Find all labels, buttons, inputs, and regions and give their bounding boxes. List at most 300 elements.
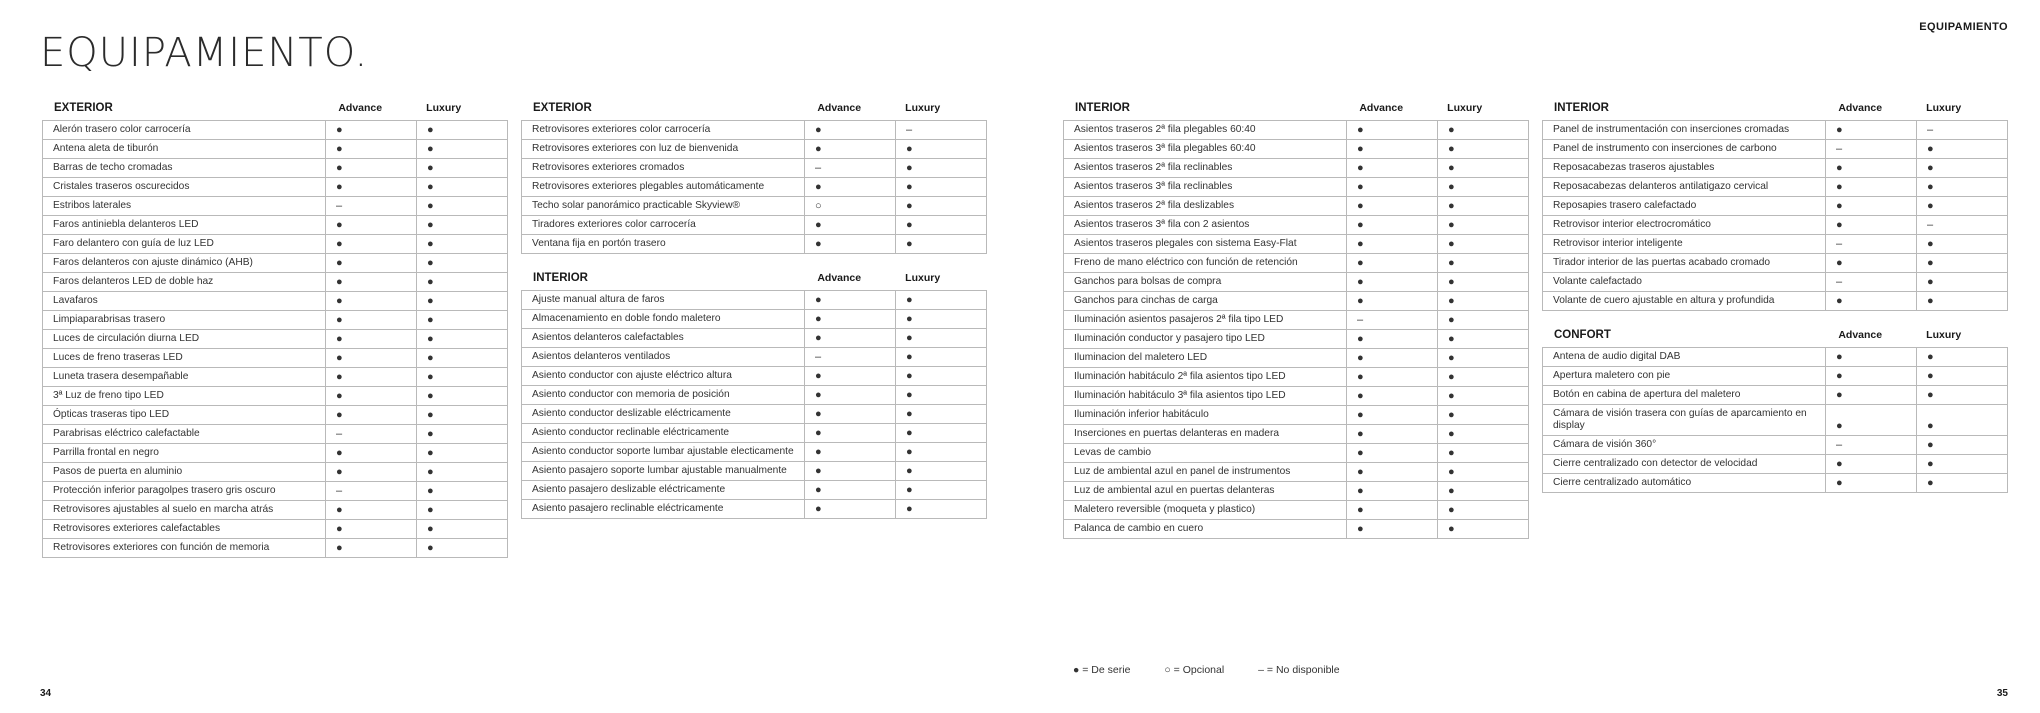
table-row <box>43 292 508 311</box>
table-row <box>1064 330 1529 349</box>
luxury-value: ● <box>417 273 508 292</box>
advance-value: ● <box>326 292 417 311</box>
luxury-value: ● <box>417 235 508 254</box>
advance-value: ● <box>805 405 896 424</box>
feature-name: Cámara de visión 360° <box>1543 436 1826 455</box>
table-row <box>1064 463 1529 482</box>
table-row <box>1543 405 2008 436</box>
luxury-value: ● <box>896 462 987 481</box>
luxury-value: ● <box>896 159 987 178</box>
advance-value: ● <box>1826 455 1917 474</box>
column-header-luxury: Luxury <box>1926 329 1962 341</box>
feature-name: Reposapies trasero calefactado <box>1543 197 1826 216</box>
luxury-value: ● <box>1438 178 1529 197</box>
luxury-value: ● <box>1438 368 1529 387</box>
advance-value: ● <box>1347 159 1438 178</box>
advance-value: ● <box>1826 474 1917 493</box>
column-header-advance: Advance <box>817 102 862 114</box>
table-row <box>522 197 987 216</box>
luxury-value: ● <box>417 425 508 444</box>
legend-optional: ○ = Opcional <box>1164 664 1225 676</box>
luxury-value: ● <box>1917 292 2008 311</box>
advance-value: ● <box>326 444 417 463</box>
table-row <box>1064 178 1529 197</box>
luxury-value: – <box>1917 216 2008 235</box>
luxury-value: ● <box>896 386 987 405</box>
table-row <box>522 329 987 348</box>
feature-name: Luces de freno traseras LED <box>43 349 326 368</box>
advance-value: – <box>1826 273 1917 292</box>
feature-name: Iluminación habitáculo 2ª fila asientos tipo LED <box>1064 368 1347 387</box>
feature-name: Retrovisores ajustables al suelo en marcha atrás <box>43 501 326 520</box>
advance-value: ● <box>805 291 896 310</box>
column-header-advance: Advance <box>1838 329 1883 341</box>
column-header-luxury: Luxury <box>1926 102 1962 114</box>
feature-name: Ajuste manual altura de faros <box>522 291 805 310</box>
table-row <box>1064 140 1529 159</box>
luxury-value: ● <box>896 310 987 329</box>
feature-name: Asientos delanteros calefactables <box>522 329 805 348</box>
luxury-value: ● <box>417 216 508 235</box>
table-row <box>1064 406 1529 425</box>
table-row <box>1543 140 2008 159</box>
advance-value: ● <box>805 310 896 329</box>
advance-value: ● <box>805 424 896 443</box>
luxury-value: ● <box>1438 330 1529 349</box>
luxury-value: ● <box>417 140 508 159</box>
section-header-row <box>42 96 504 120</box>
table-row <box>1543 121 2008 140</box>
table-row <box>1543 273 2008 292</box>
feature-name: Asientos delanteros ventilados <box>522 348 805 367</box>
luxury-value: ● <box>1917 140 2008 159</box>
table-row <box>1064 216 1529 235</box>
feature-name: Antena aleta de tiburón <box>43 140 326 159</box>
advance-value: ● <box>326 121 417 140</box>
feature-name: Parrilla frontal en negro <box>43 444 326 463</box>
spec-table <box>521 290 987 519</box>
table-row <box>522 235 987 254</box>
advance-value: ● <box>1347 330 1438 349</box>
table-row <box>43 425 508 444</box>
column-2 <box>521 96 983 531</box>
feature-name: Cristales traseros oscurecidos <box>43 178 326 197</box>
luxury-value: ● <box>896 481 987 500</box>
feature-name: Parabrisas eléctrico calefactable <box>43 425 326 444</box>
table-row <box>522 310 987 329</box>
advance-value: ○ <box>805 197 896 216</box>
feature-name: Panel de instrumentación con inserciones cromadas <box>1543 121 1826 140</box>
advance-value: ● <box>1347 387 1438 406</box>
feature-name: Pasos de puerta en aluminio <box>43 463 326 482</box>
feature-name: Tirador interior de las puertas acabado cromado <box>1543 254 1826 273</box>
table-row <box>43 235 508 254</box>
advance-value: ● <box>1347 254 1438 273</box>
table-row <box>1064 292 1529 311</box>
feature-name: 3ª Luz de freno tipo LED <box>43 387 326 406</box>
spec-section <box>1063 96 1525 539</box>
column-4 <box>1542 96 2004 505</box>
feature-name: Estribos laterales <box>43 197 326 216</box>
luxury-value: ● <box>1917 159 2008 178</box>
luxury-value: ● <box>1438 501 1529 520</box>
luxury-value: ● <box>1438 387 1529 406</box>
advance-value: – <box>1347 311 1438 330</box>
advance-value: ● <box>805 500 896 519</box>
advance-value: ● <box>1347 444 1438 463</box>
luxury-value: ● <box>1917 348 2008 367</box>
feature-name: Luz de ambiental azul en panel de instrumentos <box>1064 463 1347 482</box>
table-row <box>1543 455 2008 474</box>
feature-name: Maletero reversible (moqueta y plastico) <box>1064 501 1347 520</box>
luxury-value: ● <box>1917 197 2008 216</box>
feature-name: Retrovisores exteriores color carrocería <box>522 121 805 140</box>
luxury-value: ● <box>417 121 508 140</box>
luxury-value: ● <box>896 348 987 367</box>
feature-name: Protección inferior paragolpes trasero gris oscuro <box>43 482 326 501</box>
legend-standard: ● = De serie <box>1073 664 1131 676</box>
feature-name: Asientos traseros 2ª fila reclinables <box>1064 159 1347 178</box>
feature-name: Tiradores exteriores color carrocería <box>522 216 805 235</box>
spec-section <box>1542 323 2004 493</box>
advance-value: – <box>326 482 417 501</box>
table-row <box>1543 474 2008 493</box>
feature-name: Asientos traseros 2ª fila plegables 60:40 <box>1064 121 1347 140</box>
advance-value: ● <box>326 501 417 520</box>
feature-name: Asientos traseros 3ª fila con 2 asientos <box>1064 216 1347 235</box>
table-row <box>43 368 508 387</box>
feature-name: Inserciones en puertas delanteras en madera <box>1064 425 1347 444</box>
advance-value: ● <box>805 178 896 197</box>
advance-value: ● <box>805 235 896 254</box>
table-row <box>522 291 987 310</box>
table-row <box>1543 386 2008 405</box>
luxury-value: ● <box>417 520 508 539</box>
advance-value: ● <box>1826 386 1917 405</box>
advance-value: ● <box>805 140 896 159</box>
table-row <box>43 501 508 520</box>
table-row <box>522 462 987 481</box>
page-number-left: 34 <box>40 688 52 699</box>
table-row <box>1543 159 2008 178</box>
advance-value: ● <box>1347 482 1438 501</box>
advance-value: ● <box>1826 178 1917 197</box>
advance-value: ● <box>1826 197 1917 216</box>
advance-value: ● <box>326 539 417 558</box>
feature-name: Apertura maletero con pie <box>1543 367 1826 386</box>
feature-name: Faro delantero con guía de luz LED <box>43 235 326 254</box>
table-row <box>43 463 508 482</box>
advance-value: – <box>805 348 896 367</box>
table-row <box>43 216 508 235</box>
luxury-value: ● <box>417 349 508 368</box>
section-header: EQUIPAMIENTO <box>1919 21 2008 33</box>
section-title: INTERIOR <box>1075 102 1130 114</box>
feature-name: Barras de techo cromadas <box>43 159 326 178</box>
table-row <box>43 254 508 273</box>
advance-value: ● <box>326 406 417 425</box>
luxury-value: ● <box>1917 273 2008 292</box>
table-row <box>1543 178 2008 197</box>
table-row <box>43 539 508 558</box>
feature-name: Ópticas traseras tipo LED <box>43 406 326 425</box>
luxury-value: ● <box>896 405 987 424</box>
feature-name: Asientos traseros 3ª fila reclinables <box>1064 178 1347 197</box>
luxury-value: – <box>1917 121 2008 140</box>
luxury-value: ● <box>417 444 508 463</box>
luxury-value: – <box>896 121 987 140</box>
table-row <box>522 367 987 386</box>
advance-value: ● <box>326 159 417 178</box>
advance-value: ● <box>326 520 417 539</box>
luxury-value: ● <box>417 368 508 387</box>
feature-name: Iluminación inferior habitáculo <box>1064 406 1347 425</box>
table-row <box>43 387 508 406</box>
section-header-row <box>1542 96 2004 120</box>
luxury-value: ● <box>1917 254 2008 273</box>
advance-value: ● <box>805 216 896 235</box>
table-row <box>43 330 508 349</box>
luxury-value: ● <box>1438 140 1529 159</box>
section-title: CONFORT <box>1554 329 1611 341</box>
spec-section <box>521 266 983 519</box>
luxury-value: ● <box>1917 405 2008 436</box>
luxury-value: ● <box>1438 425 1529 444</box>
table-row <box>1543 235 2008 254</box>
luxury-value: ● <box>896 291 987 310</box>
luxury-value: ● <box>417 482 508 501</box>
luxury-value: ● <box>896 197 987 216</box>
feature-name: Luces de circulación diurna LED <box>43 330 326 349</box>
feature-name: Asiento conductor con memoria de posición <box>522 386 805 405</box>
feature-name: Asientos traseros plegales con sistema Easy-Flat <box>1064 235 1347 254</box>
feature-name: Almacenamiento en doble fondo maletero <box>522 310 805 329</box>
luxury-value: ● <box>1438 463 1529 482</box>
feature-name: Ganchos para cinchas de carga <box>1064 292 1347 311</box>
table-row <box>1064 501 1529 520</box>
advance-value: – <box>1826 436 1917 455</box>
advance-value: ● <box>326 463 417 482</box>
advance-value: ● <box>1347 235 1438 254</box>
luxury-value: ● <box>417 463 508 482</box>
table-row <box>1064 311 1529 330</box>
spec-section <box>42 96 504 558</box>
advance-value: ● <box>1347 121 1438 140</box>
page-number-right: 35 <box>1996 688 2008 699</box>
table-row <box>43 349 508 368</box>
table-row <box>1064 482 1529 501</box>
luxury-value: ● <box>417 501 508 520</box>
feature-name: Iluminacion del maletero LED <box>1064 349 1347 368</box>
feature-name: Freno de mano eléctrico con función de retención <box>1064 254 1347 273</box>
advance-value: ● <box>1826 121 1917 140</box>
spec-section <box>521 96 983 254</box>
feature-name: Asiento pasajero deslizable eléctricamente <box>522 481 805 500</box>
column-header-advance: Advance <box>338 102 383 114</box>
advance-value: ● <box>1347 406 1438 425</box>
feature-name: Volante de cuero ajustable en altura y profundida <box>1543 292 1826 311</box>
feature-name: Retrovisores exteriores calefactables <box>43 520 326 539</box>
spec-table <box>42 120 508 558</box>
advance-value: ● <box>805 443 896 462</box>
column-header-advance: Advance <box>1359 102 1404 114</box>
table-row <box>522 443 987 462</box>
advance-value: – <box>1826 140 1917 159</box>
advance-value: ● <box>326 349 417 368</box>
feature-name: Faros antiniebla delanteros LED <box>43 216 326 235</box>
advance-value: ● <box>1826 254 1917 273</box>
feature-name: Ventana fija en portón trasero <box>522 235 805 254</box>
feature-name: Botón en cabina de apertura del maletero <box>1543 386 1826 405</box>
luxury-value: ● <box>1438 292 1529 311</box>
advance-value: ● <box>1347 520 1438 539</box>
table-row <box>522 405 987 424</box>
advance-value: ● <box>326 216 417 235</box>
advance-value: ● <box>326 387 417 406</box>
advance-value: – <box>326 425 417 444</box>
luxury-value: ● <box>1917 455 2008 474</box>
spec-table <box>521 120 987 254</box>
table-row <box>43 520 508 539</box>
table-row <box>43 311 508 330</box>
advance-value: ● <box>326 235 417 254</box>
column-header-luxury: Luxury <box>1447 102 1483 114</box>
luxury-value: ● <box>1438 406 1529 425</box>
table-row <box>522 481 987 500</box>
page-title: EQUIPAMIENTO. <box>40 30 369 76</box>
luxury-value: ● <box>1917 178 2008 197</box>
luxury-value: ● <box>417 406 508 425</box>
luxury-value: ● <box>1438 254 1529 273</box>
luxury-value: ● <box>1438 235 1529 254</box>
table-row <box>1064 520 1529 539</box>
section-header-row <box>521 96 983 120</box>
advance-value: ● <box>326 254 417 273</box>
table-row <box>1543 436 2008 455</box>
luxury-value: ● <box>1438 311 1529 330</box>
advance-value: ● <box>805 367 896 386</box>
table-row <box>43 406 508 425</box>
luxury-value: ● <box>1438 273 1529 292</box>
advance-value: ● <box>326 330 417 349</box>
luxury-value: ● <box>1917 436 2008 455</box>
column-header-luxury: Luxury <box>905 102 941 114</box>
advance-value: – <box>805 159 896 178</box>
feature-name: Asiento conductor soporte lumbar ajustable electicamente <box>522 443 805 462</box>
table-row <box>1064 235 1529 254</box>
table-row <box>43 121 508 140</box>
luxury-value: ● <box>417 330 508 349</box>
advance-value: ● <box>1347 501 1438 520</box>
column-header-advance: Advance <box>817 272 862 284</box>
advance-value: ● <box>326 178 417 197</box>
spec-table <box>1542 120 2008 311</box>
luxury-value: ● <box>896 329 987 348</box>
feature-name: Panel de instrumento con inserciones de carbono <box>1543 140 1826 159</box>
section-title: INTERIOR <box>533 272 588 284</box>
advance-value: ● <box>1347 425 1438 444</box>
advance-value: ● <box>326 368 417 387</box>
feature-name: Retrovisores exteriores plegables automáticamente <box>522 178 805 197</box>
table-row <box>43 273 508 292</box>
advance-value: ● <box>805 462 896 481</box>
feature-name: Antena de audio digital DAB <box>1543 348 1826 367</box>
table-row <box>1064 444 1529 463</box>
feature-name: Asientos traseros 2ª fila deslizables <box>1064 197 1347 216</box>
advance-value: ● <box>805 481 896 500</box>
section-header-row <box>521 266 983 290</box>
feature-name: Asiento pasajero reclinable eléctricamente <box>522 500 805 519</box>
feature-name: Ganchos para bolsas de compra <box>1064 273 1347 292</box>
advance-value: ● <box>1826 159 1917 178</box>
luxury-value: ● <box>1917 474 2008 493</box>
advance-value: ● <box>1347 349 1438 368</box>
feature-name: Retrovisores exteriores con función de memoria <box>43 539 326 558</box>
feature-name: Iluminación asientos pasajeros 2ª fila tipo LED <box>1064 311 1347 330</box>
advance-value: ● <box>1347 273 1438 292</box>
feature-name: Retrovisores exteriores cromados <box>522 159 805 178</box>
table-row <box>43 482 508 501</box>
table-row <box>1064 121 1529 140</box>
table-row <box>43 159 508 178</box>
luxury-value: ● <box>896 367 987 386</box>
feature-name: Alerón trasero color carrocería <box>43 121 326 140</box>
advance-value: ● <box>1826 348 1917 367</box>
feature-name: Iluminación conductor y pasajero tipo LED <box>1064 330 1347 349</box>
feature-name: Reposacabezas delanteros antilatigazo cervical <box>1543 178 1826 197</box>
luxury-value: ● <box>1438 349 1529 368</box>
section-title: EXTERIOR <box>54 102 113 114</box>
luxury-value: ● <box>417 387 508 406</box>
table-row <box>1064 197 1529 216</box>
advance-value: ● <box>1826 405 1917 436</box>
table-row <box>522 500 987 519</box>
feature-name: Techo solar panorámico practicable Skyview® <box>522 197 805 216</box>
table-row <box>1064 425 1529 444</box>
luxury-value: ● <box>1917 235 2008 254</box>
feature-name: Volante calefactado <box>1543 273 1826 292</box>
table-row <box>1064 254 1529 273</box>
luxury-value: ● <box>896 443 987 462</box>
table-row <box>522 140 987 159</box>
feature-name: Retrovisor interior electrocromático <box>1543 216 1826 235</box>
table-row <box>522 216 987 235</box>
table-row <box>1543 197 2008 216</box>
advance-value: ● <box>1347 463 1438 482</box>
luxury-value: ● <box>1917 386 2008 405</box>
feature-name: Asiento conductor deslizable eléctricamente <box>522 405 805 424</box>
section-title: EXTERIOR <box>533 102 592 114</box>
advance-value: ● <box>805 329 896 348</box>
column-header-luxury: Luxury <box>905 272 941 284</box>
feature-name: Limpiaparabrisas trasero <box>43 311 326 330</box>
feature-name: Iluminación habitáculo 3ª fila asientos tipo LED <box>1064 387 1347 406</box>
table-row <box>1064 273 1529 292</box>
table-row <box>1064 159 1529 178</box>
feature-name: Asiento conductor reclinable eléctricamente <box>522 424 805 443</box>
column-header-luxury: Luxury <box>426 102 462 114</box>
table-row <box>1064 349 1529 368</box>
table-row <box>1543 367 2008 386</box>
table-row <box>522 424 987 443</box>
advance-value: ● <box>1347 368 1438 387</box>
table-row <box>43 444 508 463</box>
spec-table <box>1063 120 1529 539</box>
luxury-value: ● <box>1438 121 1529 140</box>
luxury-value: ● <box>1438 444 1529 463</box>
feature-name: Faros delanteros con ajuste dinámico (AHB) <box>43 254 326 273</box>
feature-name: Palanca de cambio en cuero <box>1064 520 1347 539</box>
